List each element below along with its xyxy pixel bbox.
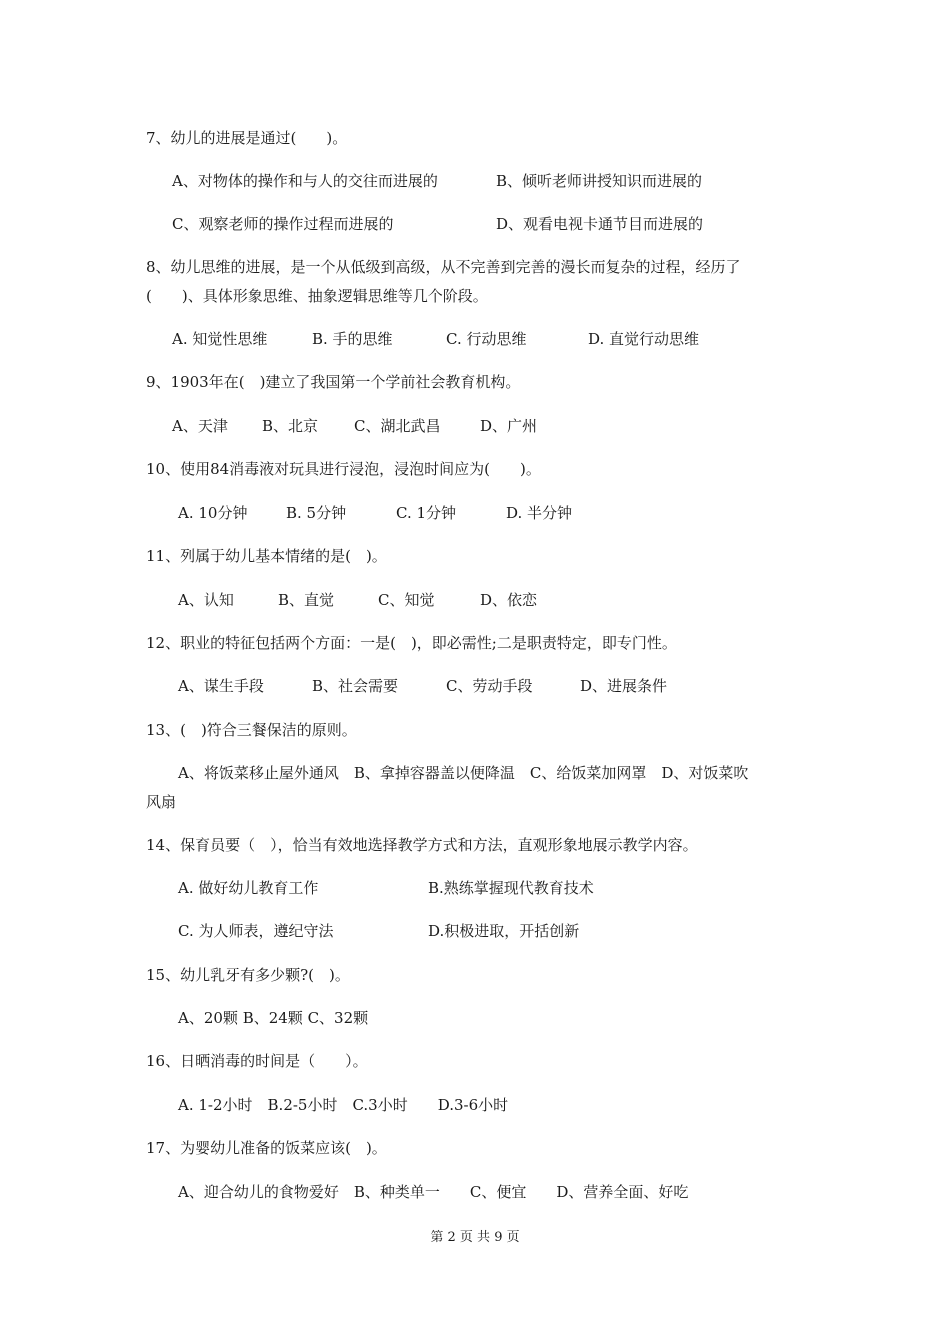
question-8-option-b: B. 手的思维 <box>312 330 393 348</box>
question-12-option-c: C、劳动手段 <box>446 677 533 695</box>
question-15-options: A、20颗 B、24颗 C、32颗 <box>178 1009 369 1027</box>
question-7-option-c: C、观察老师的操作过程而进展的 <box>172 215 394 233</box>
question-16-stem: 16、日晒消毒的时间是（ ）。 <box>146 1052 368 1070</box>
question-11-option-d: D、依恋 <box>480 591 538 609</box>
question-11-option-a: A、认知 <box>178 591 234 609</box>
question-14-option-d: D.积极进取，开括创新 <box>428 922 580 940</box>
question-10-option-d: D. 半分钟 <box>506 504 573 522</box>
question-17-options: A、迎合幼儿的食物爱好 B、种类单一 C、便宜 D、营养全面、好吃 <box>178 1183 689 1201</box>
question-7-stem: 7、幼儿的进展是通过( )。 <box>146 129 348 147</box>
question-15-stem: 15、幼儿乳牙有多少颗?( )。 <box>146 966 350 984</box>
question-16-options: A. 1-2小时 B.2-5小时 C.3小时 D.3-6小时 <box>178 1096 509 1114</box>
question-11-option-c: C、知觉 <box>378 591 435 609</box>
question-8-option-c: C. 行动思维 <box>446 330 527 348</box>
question-9-option-c: C、湖北武昌 <box>354 417 441 435</box>
question-13-options-line1: A、将饭菜移止屋外通风 B、拿掉容器盖以便降温 C、给饭菜加网罩 D、对饭菜吹 <box>178 764 749 782</box>
question-10-option-b: B. 5分钟 <box>286 504 347 522</box>
question-14-option-b: B.熟练掌握现代教育技术 <box>428 879 594 897</box>
question-13-stem: 13、( )符合三餐保洁的原则。 <box>146 721 357 739</box>
question-7-option-b: B、倾听老师讲授知识而进展的 <box>496 172 703 190</box>
question-10-option-a: A. 10分钟 <box>178 504 248 522</box>
question-17-stem: 17、为婴幼儿准备的饭菜应该( )。 <box>146 1139 387 1157</box>
question-14-option-c: C. 为人师表，遵纪守法 <box>178 922 334 940</box>
question-12-option-d: D、进展条件 <box>580 677 668 695</box>
question-9-option-d: D、广州 <box>480 417 538 435</box>
question-8-option-d: D. 直觉行动思维 <box>588 330 700 348</box>
page-number-footer: 第 2 页 共 9 页 <box>430 1230 520 1245</box>
question-9-option-b: B、北京 <box>262 417 319 435</box>
question-11-option-b: B、直觉 <box>278 591 335 609</box>
question-8-stem-line2: ( )、具体形象思维、抽象逻辑思维等几个阶段。 <box>146 287 488 305</box>
question-14-option-a: A. 做好幼儿教育工作 <box>178 879 319 897</box>
question-9-option-a: A、天津 <box>172 417 228 435</box>
question-8-stem-line1: 8、幼儿思维的进展，是一个从低级到高级，从不完善到完善的漫长而复杂的过程，经历了 <box>146 258 741 276</box>
question-9-stem: 9、1903年在( )建立了我国第一个学前社会教育机构。 <box>146 373 521 391</box>
question-12-stem: 12、职业的特征包括两个方面：一是( )，即必需性;二是职责特定，即专门性。 <box>146 634 677 652</box>
question-8-option-a: A. 知觉性思维 <box>172 330 268 348</box>
question-12-option-a: A、谋生手段 <box>178 677 264 695</box>
question-11-stem: 11、列属于幼儿基本情绪的是( )。 <box>146 547 387 565</box>
question-12-option-b: B、社会需要 <box>312 677 399 695</box>
question-7-option-d: D、观看电视卡通节目而进展的 <box>496 215 704 233</box>
question-7-option-a: A、对物体的操作和与人的交往而进展的 <box>172 172 438 190</box>
question-13-options-line2: 风扇 <box>146 793 177 811</box>
question-14-stem: 14、保育员要（ ），恰当有效地选择教学方式和方法，直观形象地展示教学内容。 <box>146 836 698 854</box>
question-10-stem: 10、使用84消毒液对玩具进行浸泡，浸泡时间应为( )。 <box>146 460 541 478</box>
question-10-option-c: C. 1分钟 <box>396 504 457 522</box>
